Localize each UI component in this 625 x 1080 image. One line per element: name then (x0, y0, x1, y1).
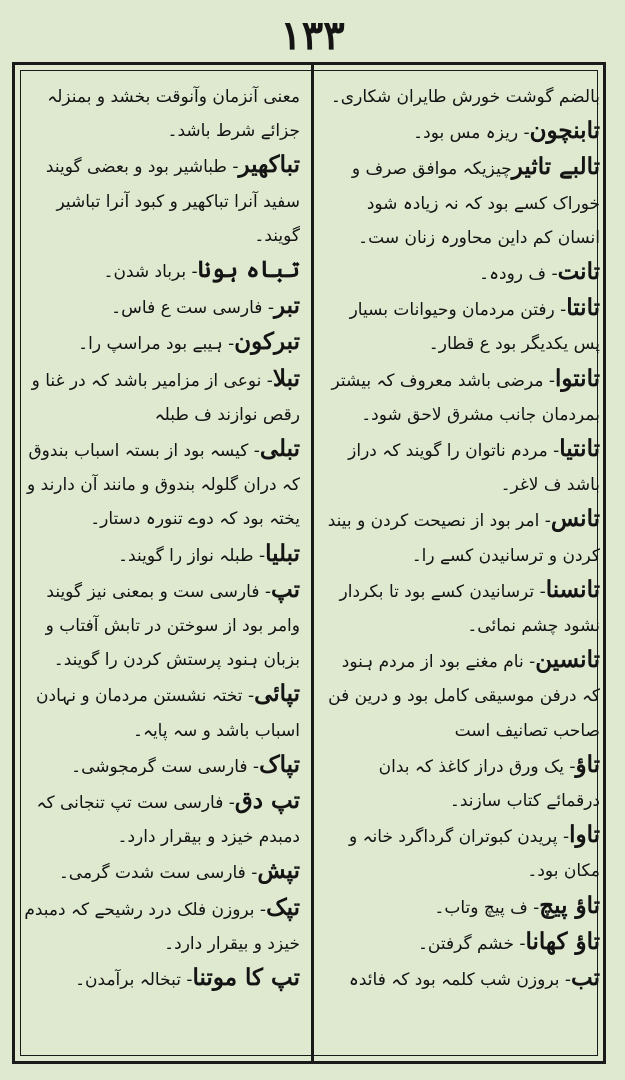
dictionary-entry (22, 289, 300, 325)
headword: تبلا (272, 364, 300, 392)
headword: تباہ ہونا (197, 256, 300, 284)
definition: - فارسی ست شدت گرمی۔ (58, 863, 258, 884)
dictionary-entry (322, 78, 600, 114)
definition: - ف رودہ۔ (479, 264, 558, 285)
dictionary-entry (322, 748, 600, 818)
headword: تپ کا موتنا (192, 964, 300, 992)
definition: - رفتن مردمان وحیوانات بسیار پس یکدیگر بود ع قطار۔ (349, 300, 600, 355)
definition: - بروزن فلک درد رشیحے کہ دمبدم خیزد و بیقرار دارد۔ (24, 899, 300, 954)
definition: - فارسی ست تپ تنجانی کہ دمبدم خیزد و بیقرار دارد۔ (36, 793, 300, 848)
dictionary-entry (22, 573, 300, 678)
definition: - طبلہ نواز را گویند۔ (118, 545, 266, 566)
dictionary-entry (22, 253, 300, 289)
dictionary-entry (322, 961, 600, 997)
headword: تبلیا (265, 539, 300, 567)
headword: تانتیا (559, 435, 600, 463)
definition: - نام مغنے بود از مردم ہنود کہ درفن موسیقی کامل بود و درین فن صاحب تصانیف است (328, 652, 600, 741)
definition: - پریدن کبوتران گرداگرد خانہ و مکان بود۔ (348, 827, 600, 882)
definition: - فارسی ست گرمجوشی۔ (71, 756, 260, 777)
definition: چیزیکہ موافق صرف و خوراک کسے بود کہ نہ زیادہ شود انسان کم داین محاورہ زنان ست۔ (351, 159, 600, 248)
dictionary-entry (322, 362, 600, 432)
dictionary-entry (22, 148, 300, 253)
dictionary-entry (22, 432, 300, 537)
headword: تالبے تاثیر (511, 153, 600, 181)
headword: تاؤ پیچ (539, 891, 600, 919)
headword: تبلی (259, 435, 300, 463)
dictionary-entry (322, 291, 600, 361)
headword: تانتوا (554, 364, 600, 392)
left-column (22, 78, 300, 1053)
column-divider (311, 62, 314, 1064)
headword: تانسنا (545, 575, 600, 603)
definition: - امر بود از نصیحت کردن و بیند کردن و ترسانیدن کسے را۔ (327, 511, 600, 566)
dictionary-entry (22, 891, 300, 961)
headword: تپش (257, 857, 300, 885)
definition: - مرضی باشد معروف کہ بیشتر بمردمان جانب مشرق لاحق شود۔ (331, 370, 600, 425)
headword: تبرکون (234, 328, 300, 356)
definition: - بروزن شب کلمہ بود کہ فائدہ (348, 970, 571, 991)
definition: بالضم گوشت خورش طایران شکاری۔ (330, 87, 600, 107)
dictionary-entry (322, 818, 600, 888)
definition: - ریزہ مس بود۔ (413, 123, 530, 144)
headword: تب (571, 964, 600, 992)
definition: - ترسانیدن کسے بود تا بکردار نشود چشم نمائی۔ (339, 581, 600, 637)
definition: - یک ورق دراز کاغذ کہ بدان درقمائے کتاب سازند۔ (378, 756, 600, 812)
definition: - کیسہ بود از بستہ اسباب بندوق کہ دران گلولہ بندوق و مانند آن دارند و یختہ بود کہ دوے تنورہ دستار۔ (27, 441, 300, 530)
dictionary-entry (322, 573, 600, 643)
dictionary-entry (322, 255, 600, 291)
headword: تانسین (535, 646, 600, 674)
dictionary-entry (322, 114, 600, 150)
headword: تانت (557, 258, 600, 286)
dictionary-entry (322, 643, 600, 748)
dictionary-entry (322, 432, 600, 502)
dictionary-entry (322, 889, 600, 925)
dictionary-entry (22, 537, 300, 573)
definition: - ہیبے بود مراسپ را۔ (78, 334, 235, 355)
definition: - تبخالہ برآمدن۔ (75, 970, 193, 991)
definition: - ف پیچ وتاب۔ (434, 897, 540, 918)
definition: - تختہ نشستن مردمان و نہادن اسباب باشد و سہ پایہ۔ (36, 686, 300, 741)
headword: تپک (266, 893, 300, 921)
dictionary-entry (22, 677, 300, 747)
headword: تپ (271, 575, 300, 603)
dictionary-entry (22, 362, 300, 432)
headword: تپ دق (234, 787, 300, 815)
dictionary-entry (22, 784, 300, 854)
dictionary-entry (22, 748, 300, 784)
right-column (322, 78, 600, 1053)
headword: تاؤ (575, 750, 600, 778)
dictionary-entry (22, 854, 300, 890)
dictionary-entry (22, 325, 300, 361)
dictionary-entry (322, 925, 600, 961)
definition: - فارسی ست ع فاس۔ (111, 298, 274, 319)
headword: تاؤ کھانا (525, 927, 600, 955)
headword: تپاک (259, 750, 300, 778)
definition: - طباشیر بود و بعضی گویند سفید آنرا تباکھیر و کبود آنرا تباشیر گویند۔ (45, 157, 300, 246)
dictionary-entry (22, 961, 300, 997)
headword: تبر (273, 292, 300, 320)
dictionary-entry (22, 78, 300, 148)
headword: تاوا (569, 821, 600, 849)
headword: تباکھیر (238, 151, 300, 179)
headword: تابنچون (529, 117, 600, 145)
headword: تانس (550, 505, 600, 533)
headword: تپائی (254, 680, 300, 708)
definition: - مردم ناتوان را گویند کہ دراز باشد ف لاغر۔ (348, 441, 600, 496)
definition: - خشم گرفتن۔ (417, 933, 526, 954)
dictionary-entry (322, 502, 600, 572)
page-number: ۱۳۳ (280, 12, 345, 59)
definition: معنی آنزمان وآنوقت بخشد و بمنزلہ جزائے شرط باشد۔ (47, 87, 300, 142)
definition: - فارسی ست و بمعنی نیز گویند وامر بود از سوختن در تابش آفتاب و بزبان ہنود پرستش کردن را گویند۔ (45, 581, 300, 671)
definition: - برباد شدن۔ (103, 262, 198, 283)
headword: تانتا (566, 294, 600, 322)
definition: - نوعی از مزامیر باشد کہ در غنا و رقص نوازند ف طبلہ (31, 370, 300, 425)
dictionary-entry (322, 150, 600, 255)
